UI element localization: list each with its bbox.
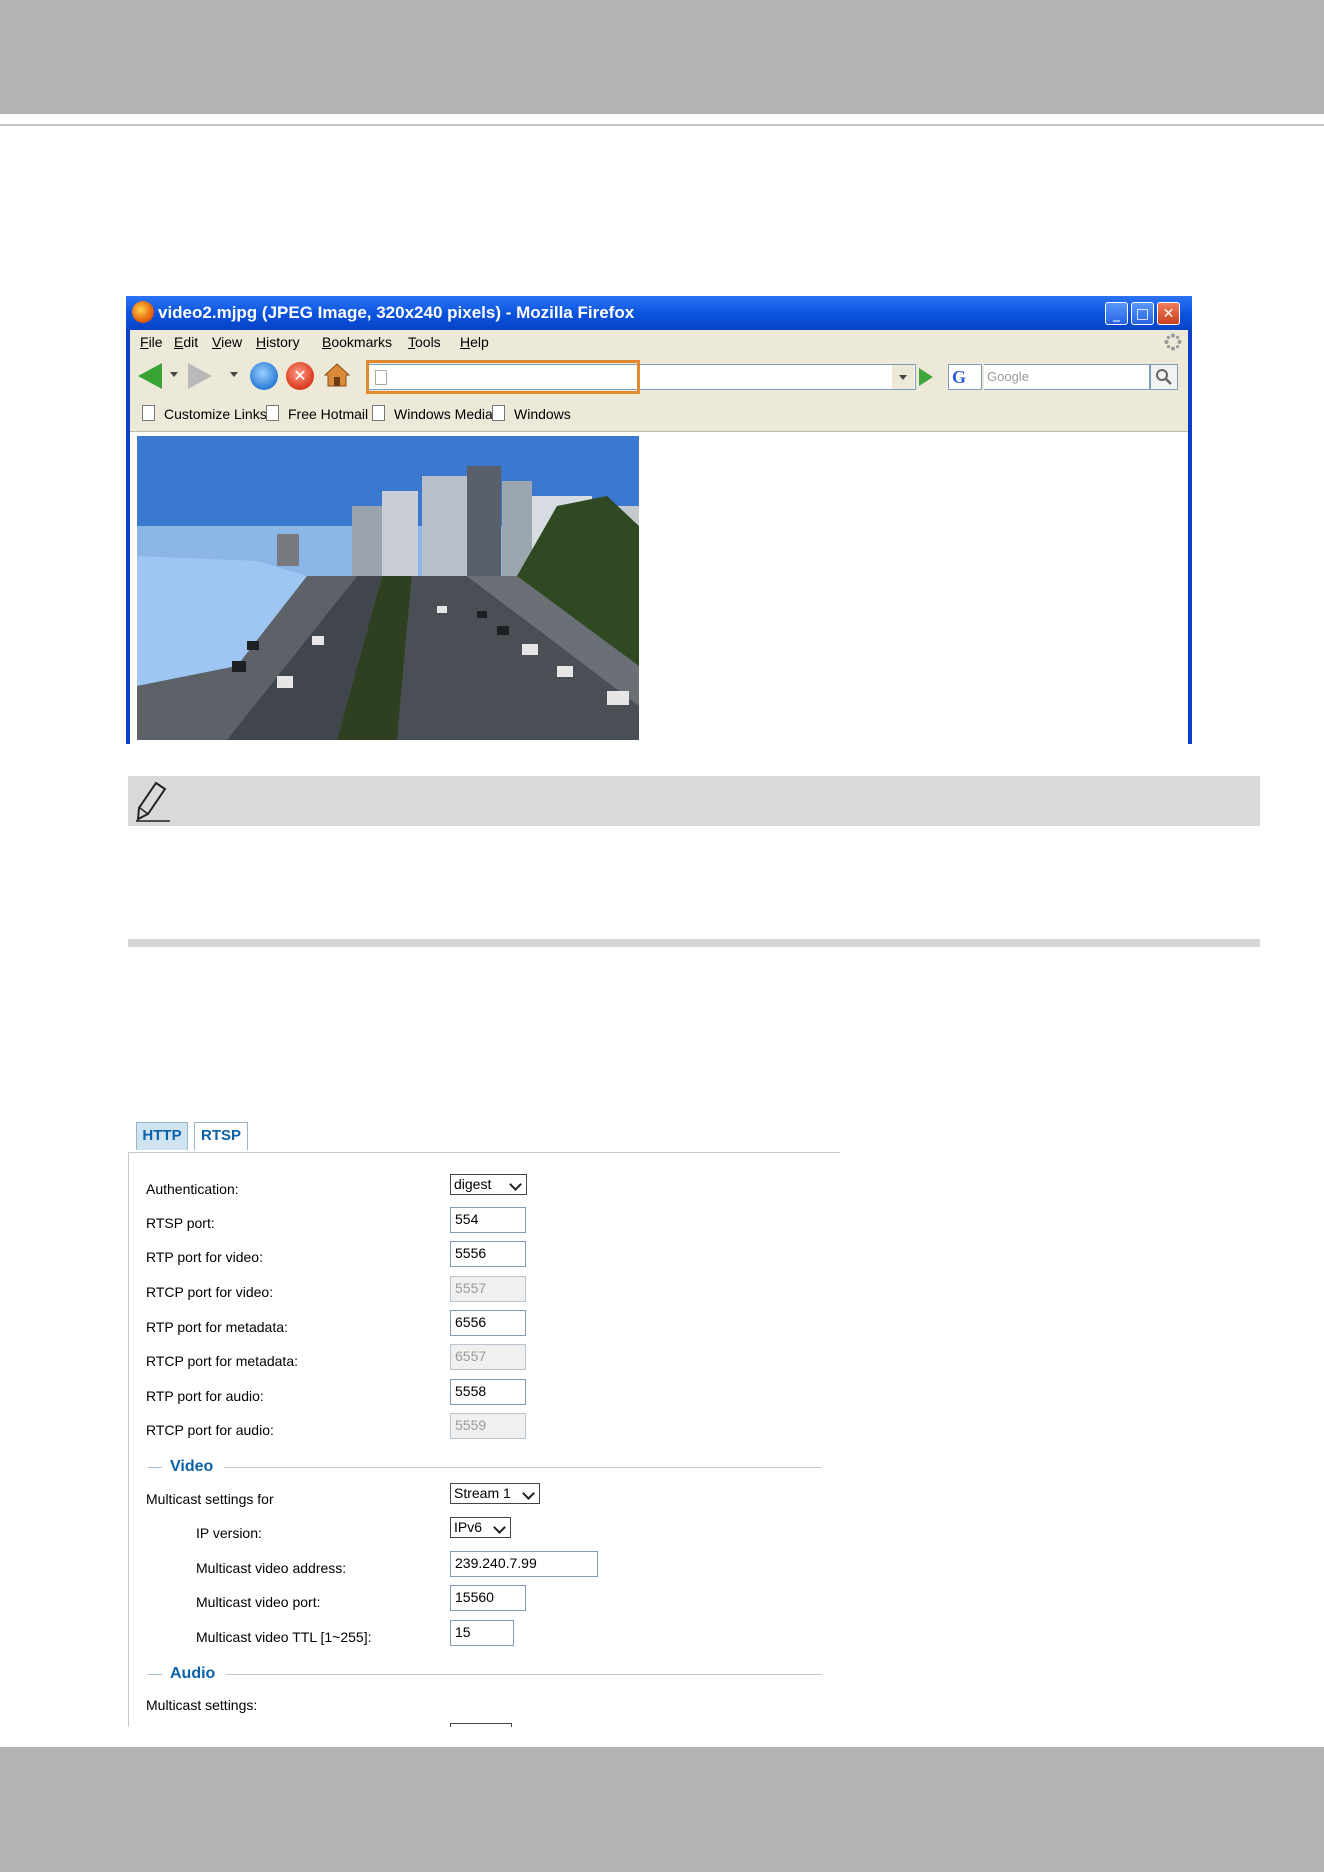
maximize-button[interactable]: □	[1131, 302, 1154, 325]
header-rule	[0, 124, 1324, 126]
tab-http[interactable]: HTTP	[136, 1122, 188, 1150]
firefox-logo-icon	[132, 301, 154, 323]
window-title: video2.mjpg (JPEG Image, 320x240 pixels) - Mozilla Firefox	[158, 303, 635, 322]
home-icon[interactable]	[324, 362, 350, 388]
video-section-title: Video	[170, 1458, 214, 1475]
search-engine-icon[interactable]: G	[948, 364, 982, 390]
rtp-audio-input[interactable]: 5558	[450, 1379, 526, 1405]
rtp-video-label: RTP port for video:	[146, 1249, 263, 1265]
pencil-icon	[132, 780, 172, 822]
navigation-toolbar	[130, 354, 1188, 398]
authentication-select[interactable]: digest	[450, 1174, 527, 1195]
bookmarks-toolbar	[130, 398, 1188, 432]
bookmark-windows-media[interactable]: Windows Media	[372, 398, 493, 430]
search-input[interactable]: Google	[984, 364, 1150, 390]
mc-video-port-input[interactable]: 15560	[450, 1585, 526, 1611]
mc-video-address-input[interactable]: 239.240.7.99	[450, 1551, 598, 1577]
rtcp-audio-label: RTCP port for audio:	[146, 1422, 274, 1438]
close-button[interactable]: ✕	[1157, 302, 1180, 325]
ip-version-select[interactable]: IPv6	[450, 1517, 511, 1538]
rtcp-metadata-input: 6557	[450, 1344, 526, 1370]
rtp-metadata-label: RTP port for metadata:	[146, 1319, 288, 1335]
page-footer-band	[0, 1747, 1324, 1872]
video-multicast-label: Multicast settings for	[146, 1491, 274, 1507]
back-dropdown-icon[interactable]	[170, 372, 178, 377]
stop-icon[interactable]: ✕	[286, 362, 314, 390]
firefox-window	[126, 296, 1192, 744]
bookmark-free-hotmail[interactable]: Free Hotmail	[266, 398, 368, 430]
bookmark-customize-links[interactable]: Customize Links	[142, 398, 267, 430]
panel-left-border	[128, 1152, 129, 1727]
rtcp-audio-input: 5559	[450, 1413, 526, 1439]
menu-history[interactable]: History	[256, 334, 300, 350]
authentication-label: Authentication:	[146, 1181, 239, 1197]
rtp-audio-label: RTP port for audio:	[146, 1388, 264, 1404]
tab-rtsp[interactable]: RTSP	[194, 1122, 248, 1150]
audio-section-header	[148, 1664, 824, 1684]
video-section-header	[148, 1457, 824, 1477]
note-bar	[128, 776, 1260, 826]
title-bar	[126, 296, 1192, 330]
mc-video-address-label: Multicast video address:	[196, 1560, 347, 1576]
address-dropdown-icon[interactable]	[892, 365, 914, 389]
address-bar-highlight	[366, 360, 640, 394]
magnifier-icon[interactable]	[1150, 364, 1178, 390]
rtsp-port-label: RTSP port:	[146, 1215, 215, 1231]
audio-section-title: Audio	[170, 1665, 216, 1682]
mc-video-port-label: Multicast video port:	[196, 1594, 321, 1610]
rtcp-metadata-label: RTCP port for metadata:	[146, 1353, 298, 1369]
ip-version-label: IP version:	[196, 1525, 262, 1541]
menu-edit[interactable]: Edit	[174, 334, 199, 350]
audio-multicast-label: Multicast settings:	[146, 1697, 258, 1713]
tab-underline	[128, 1152, 840, 1153]
menu-help[interactable]: Help	[460, 334, 489, 350]
back-arrow-icon[interactable]	[138, 363, 162, 389]
menu-tools[interactable]: Tools	[408, 334, 441, 350]
page-header-band	[0, 0, 1324, 114]
rtcp-video-label: RTCP port for video:	[146, 1284, 274, 1300]
camera-snapshot-image	[137, 436, 639, 740]
menu-bar	[130, 330, 1188, 354]
browser-client	[130, 330, 1188, 744]
audio-multicast-select[interactable]	[450, 1723, 512, 1727]
mc-video-ttl-label: Multicast video TTL [1~255]:	[196, 1629, 372, 1645]
forward-dropdown-icon[interactable]	[230, 372, 238, 377]
go-arrow-icon[interactable]	[919, 368, 933, 386]
mc-video-ttl-input[interactable]: 15	[450, 1620, 514, 1646]
bookmark-windows[interactable]: Windows	[492, 398, 571, 430]
rtp-video-input[interactable]: 5556	[450, 1241, 526, 1267]
forward-arrow-icon[interactable]	[188, 363, 212, 389]
minimize-button[interactable]: _	[1105, 302, 1128, 325]
reload-icon[interactable]	[250, 362, 278, 390]
section-divider	[128, 939, 1260, 947]
menu-view[interactable]: View	[212, 334, 243, 350]
rtsp-port-input[interactable]: 554	[450, 1207, 526, 1233]
rtp-metadata-input[interactable]: 6556	[450, 1310, 526, 1336]
throbber-icon	[1164, 333, 1182, 351]
stream-select[interactable]: Stream 1	[450, 1483, 540, 1504]
menu-file[interactable]: File	[140, 334, 163, 350]
rtcp-video-input: 5557	[450, 1276, 526, 1302]
rtsp-settings-panel	[128, 1119, 840, 1727]
menu-bookmarks[interactable]: Bookmarks	[322, 334, 393, 350]
